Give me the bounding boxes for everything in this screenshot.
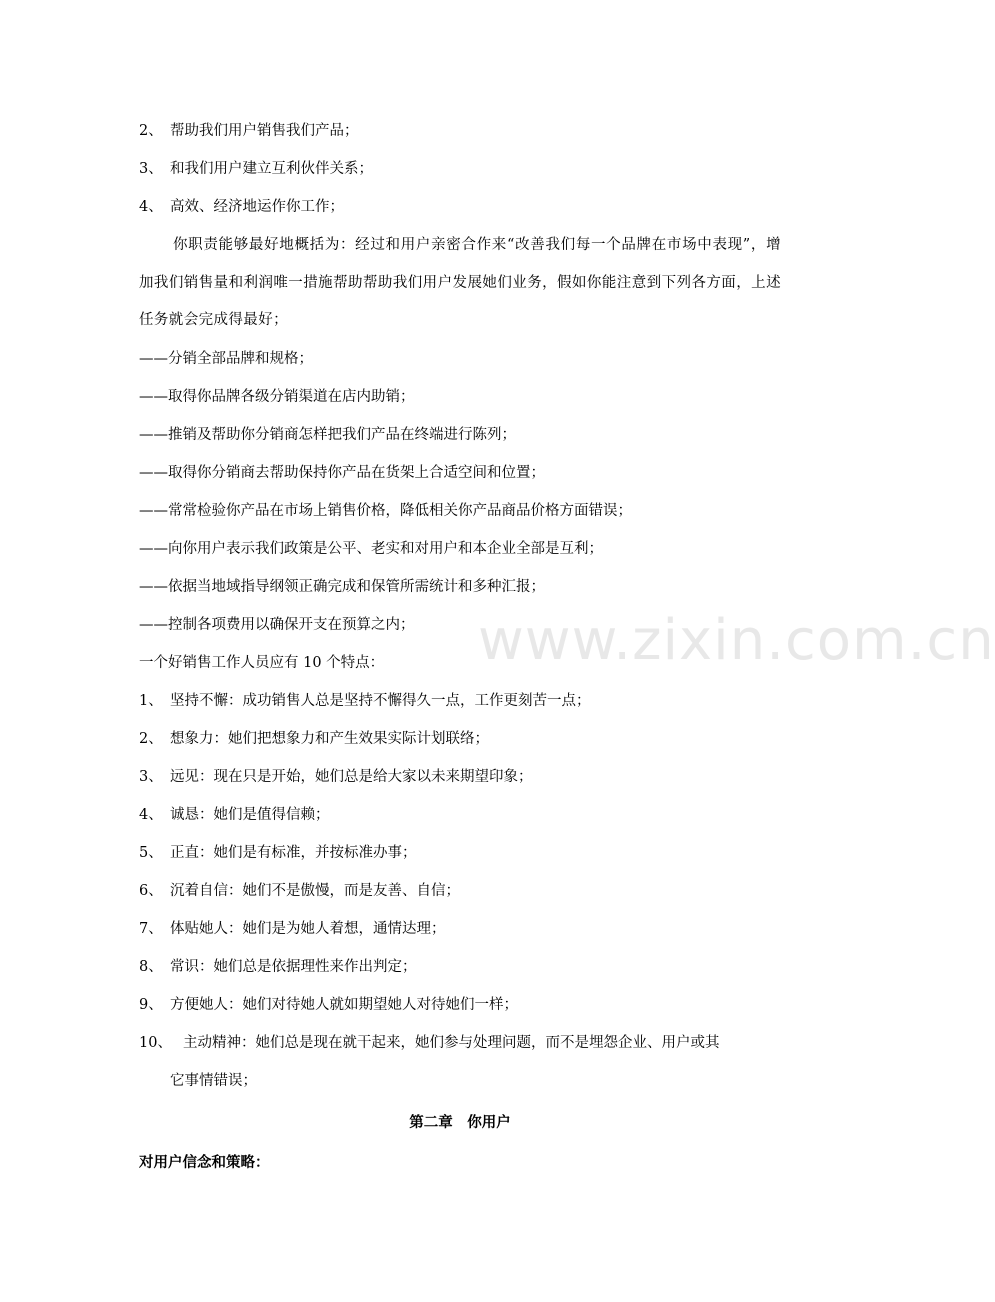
trait-text: 沉着自信：她们不是傲慢，而是友善、自信； (170, 883, 460, 899)
trait-item (139, 995, 518, 1015)
trait-number: 5、 (139, 845, 163, 861)
trait-number: 4、 (139, 807, 163, 823)
section-heading: 对用户信念和策略： (139, 1154, 270, 1171)
trait-text: 想象力：她们把想象力和产生效果实际计划联络； (170, 731, 489, 747)
dash-item: ——控制各项费用以确保开支在预算之内； (139, 617, 415, 633)
list-item (139, 197, 344, 217)
trait-number: 2、 (139, 731, 163, 747)
trait-item (139, 957, 417, 977)
trait-item (139, 881, 460, 901)
trait-number: 3、 (139, 769, 163, 785)
dash-item: ——分销全部品牌和规格； (139, 351, 313, 367)
trait-number: 8、 (139, 959, 163, 975)
trait-text: 主动精神：她们总是现在就干起来，她们参与处理问题，而不是埋怨企业、用户或其 (183, 1035, 720, 1051)
list-text: 高效、经济地运作你工作； (170, 199, 344, 215)
list-item (139, 159, 373, 179)
list-text: 帮助我们用户销售我们产品； (170, 123, 359, 139)
trait-number: 7、 (139, 921, 163, 937)
trait-number: 9、 (139, 997, 163, 1013)
trait-item (139, 1033, 720, 1053)
list-number: 2、 (139, 123, 163, 139)
trait-item (139, 729, 489, 749)
dash-item: ——推销及帮助你分销商怎样把我们产品在终端进行陈列； (139, 427, 516, 443)
trait-continuation: 它事情错误； (170, 1073, 257, 1089)
trait-number: 1、 (139, 693, 163, 709)
list-text: 和我们用户建立互利伙伴关系； (170, 161, 373, 177)
chapter-title: 第二章 你用户 (409, 1114, 511, 1131)
trait-item (139, 691, 591, 711)
trait-text: 常识：她们总是依据理性来作出判定； (170, 959, 417, 975)
trait-item (139, 843, 417, 863)
trait-text: 方便她人：她们对待她人就如期望她人对待她们一样； (170, 997, 518, 1013)
list-item (139, 121, 359, 141)
list-number: 4、 (139, 199, 163, 215)
trait-item (139, 805, 330, 825)
trait-text: 正直：她们是有标准，并按标准办事； (170, 845, 417, 861)
dash-item: ——向你用户表示我们政策是公平、老实和对用户和本企业全部是互利； (139, 541, 603, 557)
trait-text: 远见：现在只是开始，她们总是给大家以未来期望印象； (170, 769, 533, 785)
trait-text: 诚恳：她们是值得信赖； (170, 807, 330, 823)
traits-intro: 一个好销售工作人员应有 10 个特点： (139, 655, 385, 671)
watermark: www.zixin.com.cn (478, 608, 995, 673)
dash-item: ——依据当地域指导纲领正确完成和保管所需统计和多种汇报； (139, 579, 545, 595)
list-number: 3、 (139, 161, 163, 177)
trait-item (139, 767, 533, 787)
dash-item: ——常常检验你产品在市场上销售价格，降低相关你产品商品价格方面错误； (139, 503, 632, 519)
trait-item (139, 919, 446, 939)
trait-text: 体贴她人：她们是为她人着想，通情达理； (170, 921, 446, 937)
trait-number: 10、 (139, 1035, 172, 1051)
trait-number: 6、 (139, 883, 163, 899)
dash-item: ——取得你分销商去帮助保持你产品在货架上合适空间和位置； (139, 465, 545, 481)
dash-item: ——取得你品牌各级分销渠道在店内助销； (139, 389, 415, 405)
trait-text: 坚持不懈：成功销售人总是坚持不懈得久一点，工作更刻苦一点； (170, 693, 591, 709)
responsibility-paragraph: 你职责能够最好地概括为：经过和用户亲密合作来“改善我们每一个品牌在市场中表现”，增加我们销售量和利润唯一措施帮助帮助我们用户发展她们业务，假如你能注意到下列各方面，上述任务就会完成得最好； (139, 237, 781, 328)
